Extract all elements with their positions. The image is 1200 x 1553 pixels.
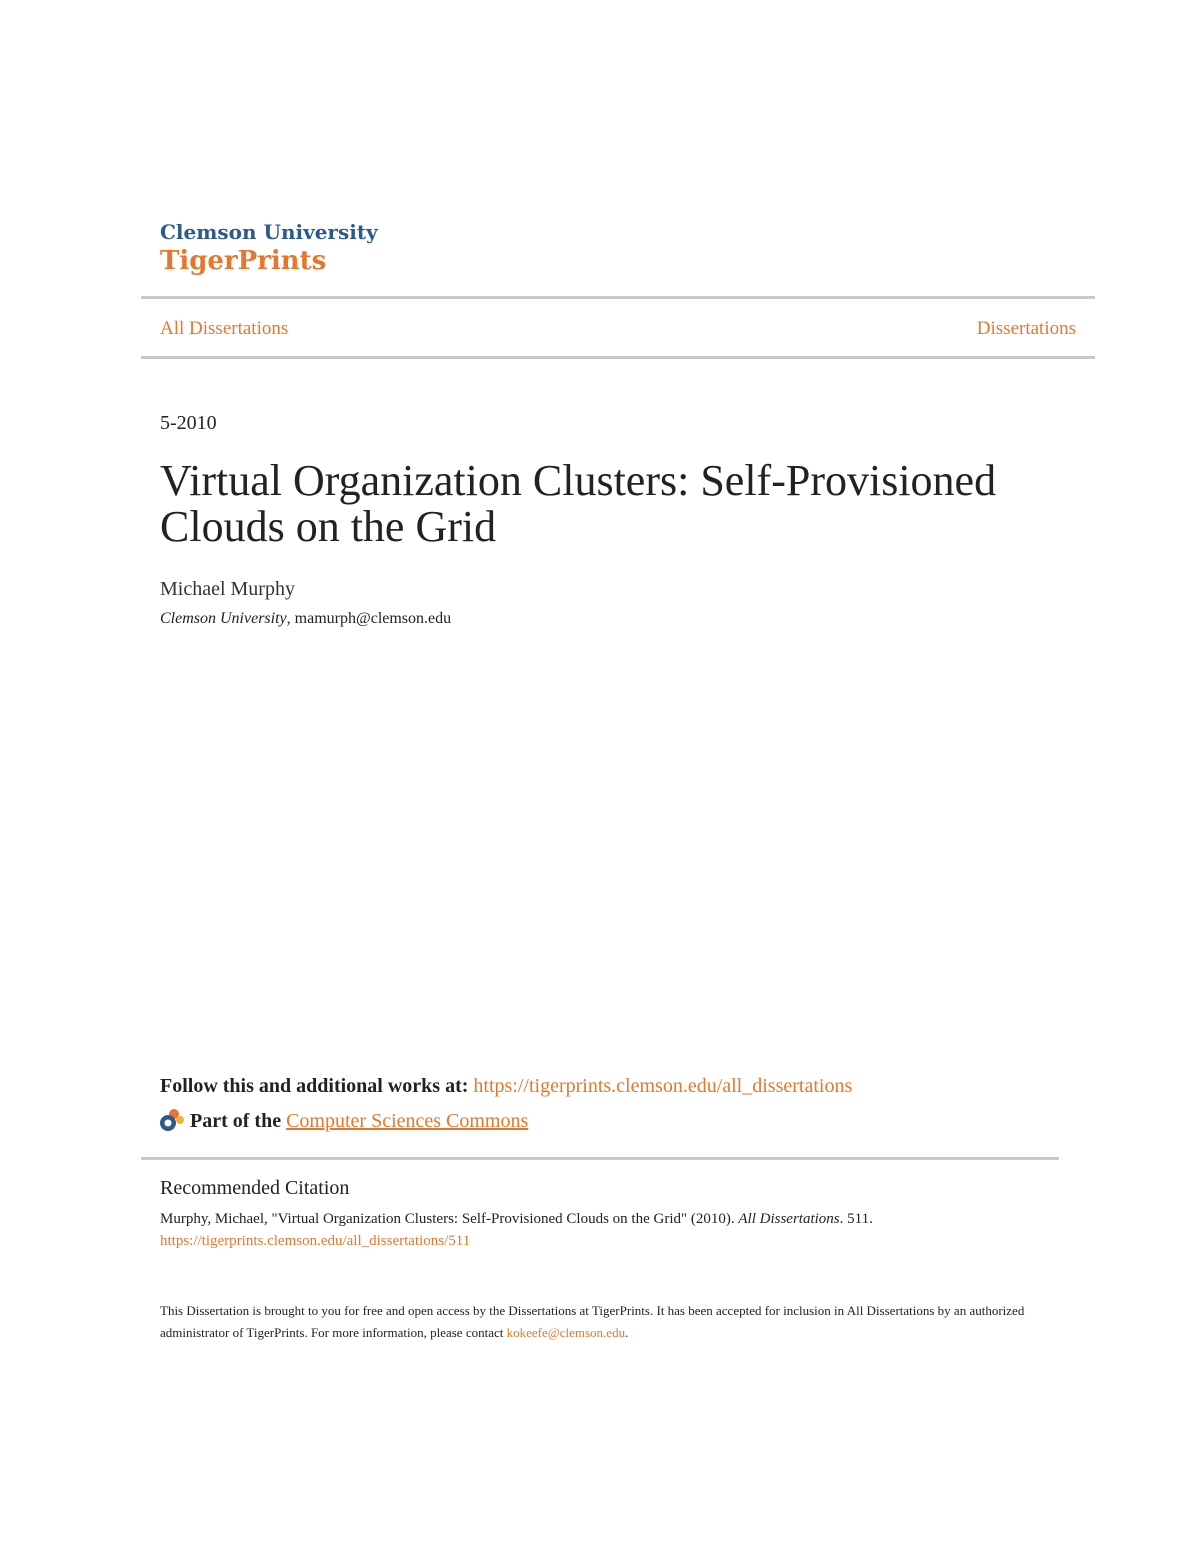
- access-notice-text: This Dissertation is brought to you for free and open access by the Dissertations at TigerPrints. It has been accepted for inclusion in All Dissertations by an authorized administrator of TigerPrints. For more information, please contact: [160, 1303, 1025, 1340]
- citation-text-before: Murphy, Michael, "Virtual Organization Clusters: Self-Provisioned Clouds on the Grid" (2010).: [160, 1211, 739, 1227]
- citation-series: All Dissertations: [738, 1211, 840, 1227]
- all-dissertations-link[interactable]: All Dissertations: [160, 318, 289, 339]
- citation-url-link[interactable]: https://tigerprints.clemson.edu/all_dissertations/511: [160, 1233, 471, 1249]
- access-notice-end: .: [625, 1325, 629, 1340]
- nav-divider: [141, 356, 1095, 359]
- title-line-1: Virtual Organization Clusters: Self-Provisioned: [160, 456, 997, 505]
- part-of-label: Part of the: [190, 1109, 282, 1132]
- citation-text: [160, 1208, 1040, 1252]
- access-notice: [160, 1300, 1060, 1344]
- author-affiliation: [160, 610, 451, 628]
- citation-text-after: . 511.: [839, 1211, 873, 1227]
- dissertations-link[interactable]: Dissertations: [976, 318, 1076, 339]
- computer-sciences-commons-link[interactable]: Computer Sciences Commons: [286, 1109, 529, 1132]
- affiliation-name: Clemson University: [160, 610, 287, 627]
- follow-label: Follow this and additional works at:: [160, 1075, 474, 1097]
- affiliation-email: , mamurph@clemson.edu: [286, 610, 452, 627]
- network-icon: [158, 1108, 186, 1134]
- recommended-citation-heading: Recommended Citation: [160, 1177, 350, 1199]
- follow-url-link[interactable]: https://tigerprints.clemson.edu/all_dissertations: [473, 1075, 853, 1097]
- citation-divider: [141, 1157, 1059, 1160]
- publication-date: 5-2010: [160, 412, 217, 434]
- part-of-line: [158, 1108, 528, 1134]
- contact-email-link[interactable]: kokeefe@clemson.edu: [506, 1325, 626, 1340]
- document-title: [160, 458, 1060, 550]
- author-name: Michael Murphy: [160, 578, 295, 600]
- follow-line: [160, 1075, 852, 1098]
- title-line-2: Clouds on the Grid: [160, 502, 497, 551]
- repository-name[interactable]: TigerPrints: [160, 246, 327, 276]
- top-divider: [141, 296, 1095, 299]
- institution-name: Clemson University: [160, 220, 378, 244]
